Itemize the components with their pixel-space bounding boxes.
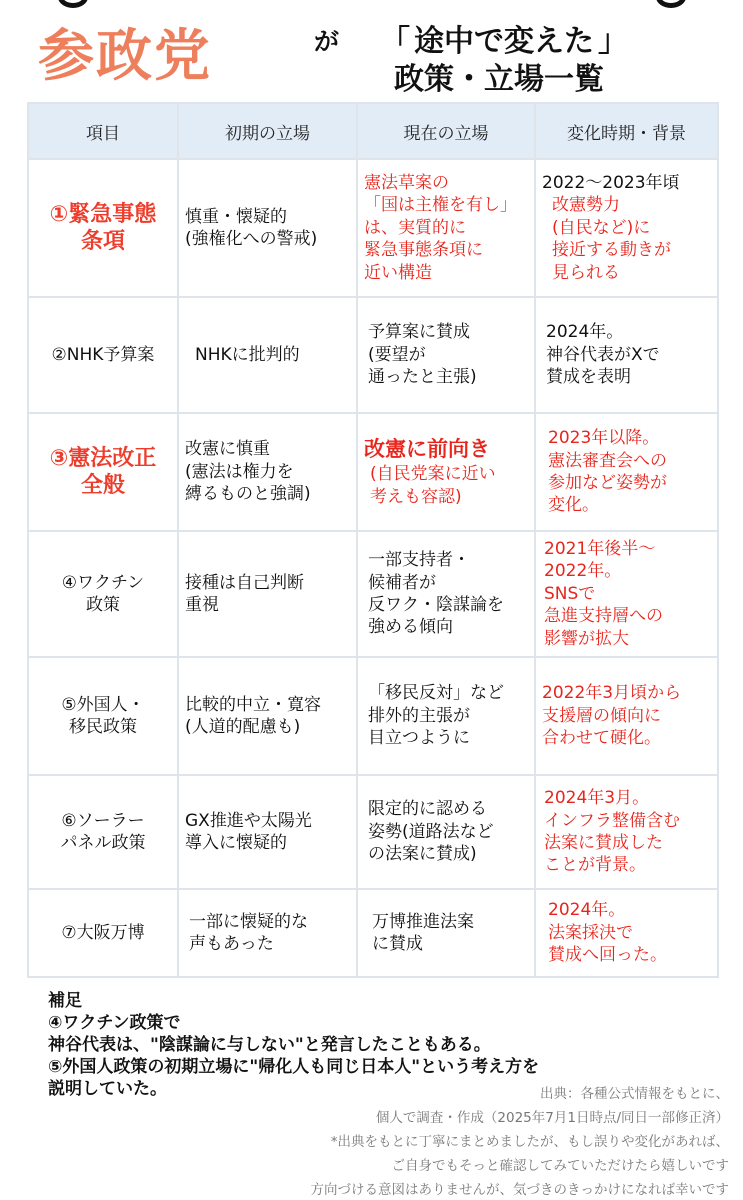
title-highlight: 途中で変えた: [410, 16, 598, 60]
row-current: 「移民反対」など 排外的主張が 目立つように: [357, 657, 535, 775]
table-row: [28, 413, 718, 531]
row-item: ①緊急事態 条項: [28, 159, 178, 297]
page-header: [0, 0, 743, 102]
row-change: 2024年。 神谷代表がXで 賛成を表明: [535, 297, 718, 413]
table-row: [28, 297, 718, 413]
column-header-item: 項目: [28, 103, 178, 159]
bracket-close: 」: [598, 24, 628, 59]
row-change-date: 2022〜2023年頃: [542, 172, 680, 193]
row-initial: 改憲に慎重 (憲法は権力を 縛るものと強調): [178, 413, 357, 531]
table-row: [28, 657, 718, 775]
table-row: [28, 775, 718, 889]
row-item: ⑦大阪万博: [28, 889, 178, 977]
policy-table: [27, 102, 719, 978]
row-current: 万博推進法案 に賛成: [357, 889, 535, 977]
source-disclaimer: 出典：各種公式情報をもとに、 個人で調査・作成（2025年7月1日時点/同日一部修正済） *出典をもとに丁寧にまとめましたが、もし誤りや変化があれば、 ご自身でもそっと確認してみていただけたら嬉しいです 方向づける意図はありませんが、気づきのきっかけになれば幸いです: [310, 1086, 729, 1199]
title-line-2: 政策・立場一覧: [394, 62, 604, 97]
row-change: 2024年3月。 インフラ整備含む 法案に賛成した ことが背景。: [535, 775, 718, 889]
row-initial: GX推進や太陽光 導入に懐疑的: [178, 775, 357, 889]
row-current: 一部支持者・ 候補者が 反ワク・陰謀論を 強める傾向: [357, 531, 535, 657]
row-change: 2023年以降。 憲法審査会への 参加など姿勢が 変化。: [535, 413, 718, 531]
row-change: 2021年後半〜 2022年。 SNSで 急進支持層への 影響が拡大: [535, 531, 718, 657]
supplement-notes: 補足 ④ワクチン政策で 神谷代表は、"陰謀論に与しない"と発言したこともある。 ⑤外国人政策の初期立場に"帰化人も同じ日本人"という考え方を 説明していた。: [48, 991, 540, 1100]
row-change: 2024年。 法案採決で 賛成へ回った。: [535, 889, 718, 977]
table-row: [28, 531, 718, 657]
row-current-headline: 改憲に前向き: [364, 436, 490, 461]
bracket-open: 「: [380, 24, 410, 59]
row-current: 予算案に賛成 (要望が 通ったと主張): [357, 297, 535, 413]
column-header-current: 現在の立場: [357, 103, 535, 159]
row-initial: 比較的中立・寛容 (人道的配慮も): [178, 657, 357, 775]
row-initial: 一部に懐疑的な 声もあった: [178, 889, 357, 977]
row-current: 限定的に認める 姿勢(道路法など の法案に賛成): [357, 775, 535, 889]
row-change-detail: 改憲勢力 (自民など)に 接近する動きが 見られる: [552, 195, 671, 283]
table-row: [28, 889, 718, 977]
table-row: [28, 159, 718, 297]
row-change: 2022年3月頃から 支援層の傾向に 合わせて硬化。: [535, 657, 718, 775]
row-item: ⑥ソーラー パネル政策: [28, 775, 178, 889]
row-item: ④ワクチン 政策: [28, 531, 178, 657]
row-initial: NHKに批判的: [178, 297, 357, 413]
table-header-row: [28, 103, 718, 159]
row-item: ②NHK予算案: [28, 297, 178, 413]
row-initial: 慎重・懐疑的 (強権化への警戒): [178, 159, 357, 297]
row-current: 憲法草案の 「国は主権を有し」 は、実質的に 緊急事態条項に 近い構造: [357, 159, 535, 297]
column-header-initial: 初期の立場: [178, 103, 357, 159]
row-item: ⑤外国人・ 移民政策: [28, 657, 178, 775]
party-name: 参政党: [38, 24, 212, 89]
row-initial: 接種は自己判断 重視: [178, 531, 357, 657]
row-item: ③憲法改正 全般: [28, 413, 178, 531]
row-current: [357, 413, 535, 531]
row-current-detail: (自民党案に近い 考えも容認): [370, 464, 496, 507]
row-change: [535, 159, 718, 297]
title-particle: が: [314, 27, 340, 56]
column-header-change: 変化時期・背景: [535, 103, 718, 159]
